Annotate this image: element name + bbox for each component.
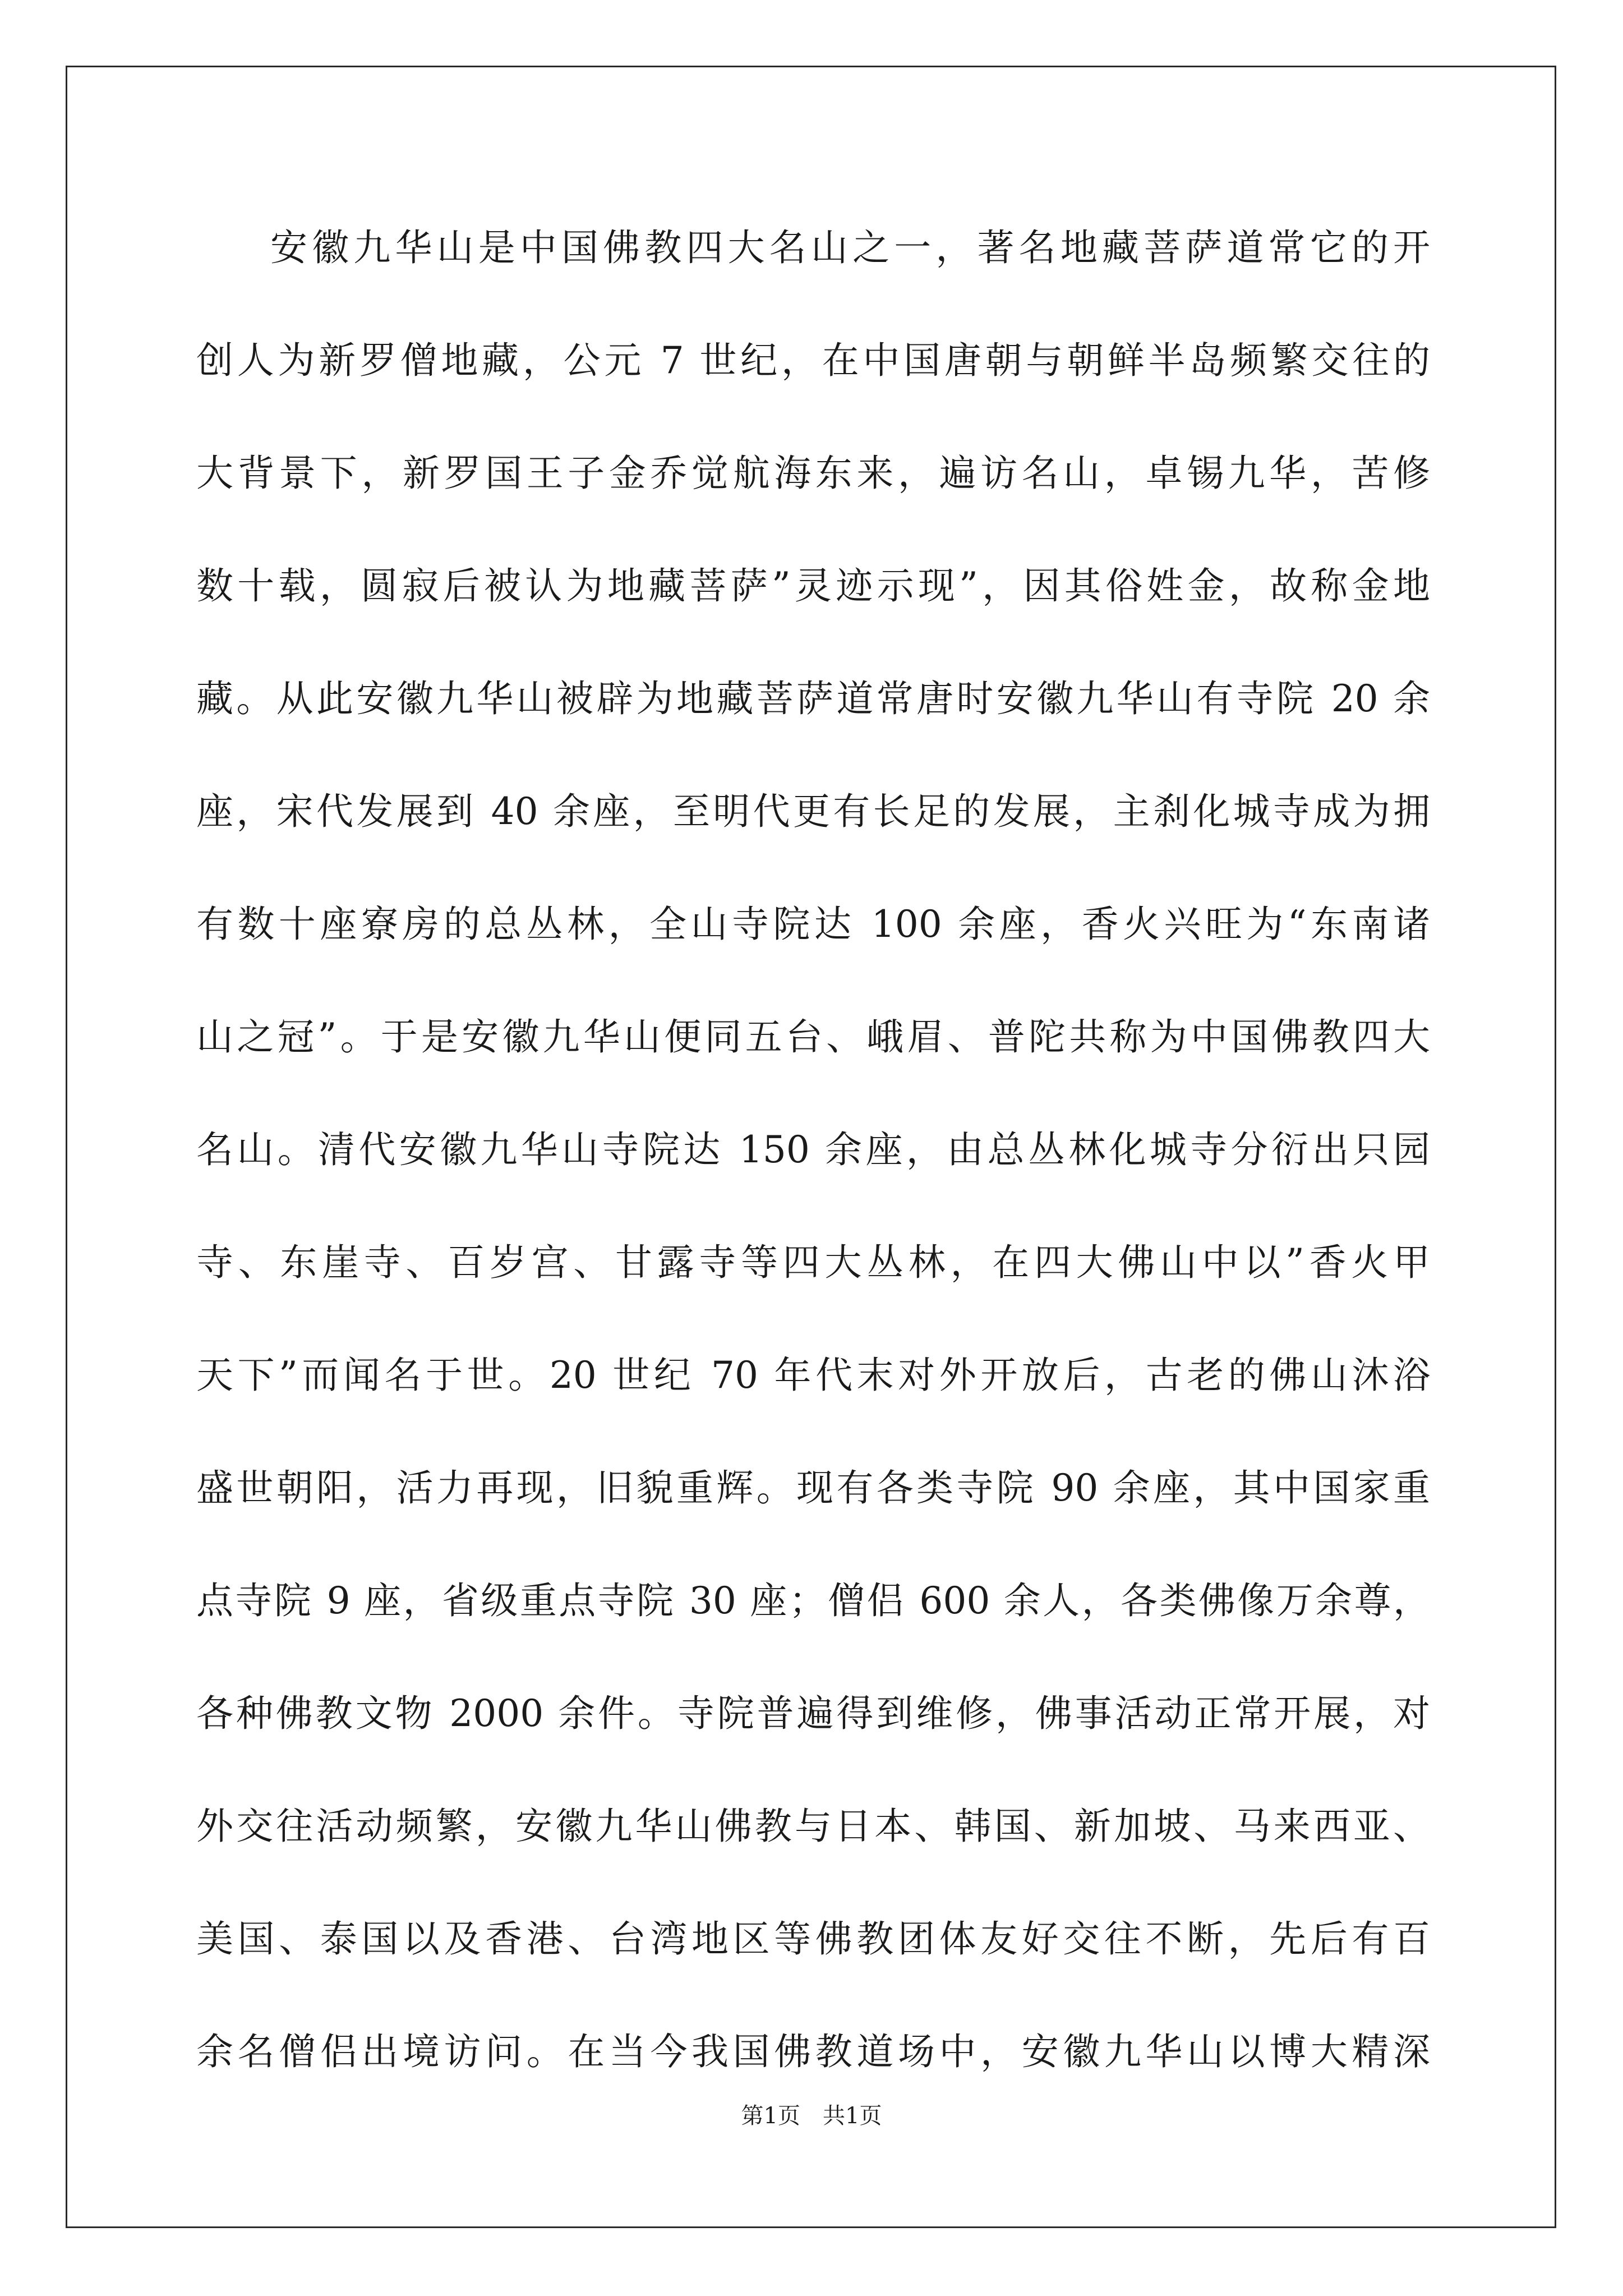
text-line: 点寺院 9 座，省级重点寺院 30 座；僧侣 600 余人，各类佛像万余尊， bbox=[196, 1579, 1430, 1622]
text-line: 各种佛教文物 2000 余件。寺院普遍得到维修，佛事活动正常开展，对 bbox=[196, 1692, 1430, 1735]
text-line: 藏。从此安徽九华山被辟为地藏菩萨道常唐时安徽九华山有寺院 20 余 bbox=[196, 677, 1430, 720]
text-line: 余名僧侣出境访问。在当今我国佛教道场中，安徽九华山以博大精深 bbox=[196, 2030, 1430, 2073]
text-line: 安徽九华山是中国佛教四大名山之一，著名地藏菩萨道常它的开 bbox=[270, 226, 1430, 269]
text-line: 名山。清代安徽九华山寺院达 150 余座，由总丛林化城寺分衍出只园 bbox=[196, 1128, 1430, 1171]
text-line: 有数十座寮房的总丛林，全山寺院达 100 余座，香火兴旺为“东南诸 bbox=[196, 903, 1430, 946]
text-line: 大背景下，新罗国王子金乔觉航海东来，遍访名山，卓锡九华，苦修 bbox=[196, 452, 1430, 495]
text-line: 山之冠”。于是安徽九华山便同五台、峨眉、普陀共称为中国佛教四大 bbox=[196, 1015, 1430, 1059]
text-line: 寺、东崖寺、百岁宫、甘露寺等四大丛林，在四大佛山中以”香火甲 bbox=[196, 1241, 1430, 1284]
text-line: 座，宋代发展到 40 余座，至明代更有长足的发展，主刹化城寺成为拥 bbox=[196, 790, 1430, 833]
text-line: 外交往活动频繁，安徽九华山佛教与日本、韩国、新加坡、马来西亚、 bbox=[196, 1805, 1430, 1848]
text-line: 数十载，圆寂后被认为地藏菩萨”灵迹示现”，因其俗姓金，故称金地 bbox=[196, 564, 1430, 608]
text-line: 创人为新罗僧地藏，公元 7 世纪，在中国唐朝与朝鲜半岛频繁交往的 bbox=[196, 339, 1430, 382]
page-number: 第1页 共1页 bbox=[741, 2103, 882, 2129]
text-line: 盛世朝阳，活力再现，旧貌重辉。现有各类寺院 90 余座，其中国家重 bbox=[196, 1466, 1430, 1510]
text-line: 天下”而闻名于世。20 世纪 70 年代末对外开放后，古老的佛山沐浴 bbox=[196, 1354, 1430, 1397]
text-line: 美国、泰国以及香港、台湾地区等佛教团体友好交往不断，先后有百 bbox=[196, 1917, 1430, 1961]
body-paragraph bbox=[196, 214, 1430, 2131]
